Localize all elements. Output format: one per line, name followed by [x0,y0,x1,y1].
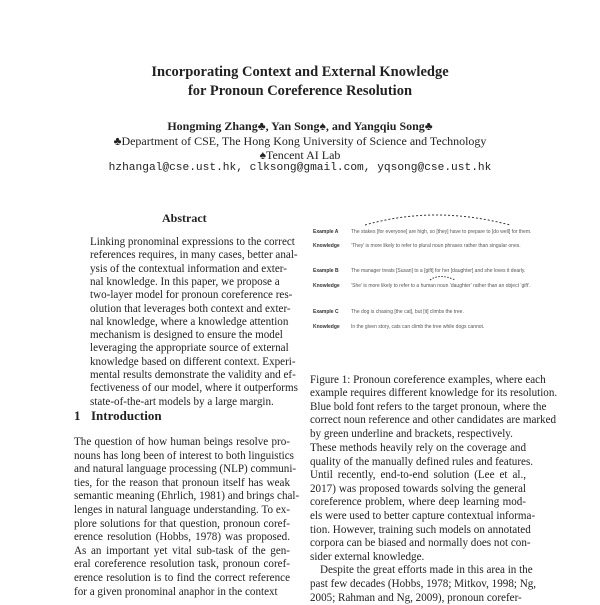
figure-row-label: Knowledge [313,283,340,289]
intro-line: eral coreference resolution task, pronoun coref- [74,558,290,571]
caption-line: Blue bold font refers to the target pronoun, where the [310,400,547,413]
body-line: Despite the great efforts made in this area in the [320,564,533,577]
figure-row-label: Example A [313,229,339,235]
intro-line: semantic meaning (Ehrlich, 1981) and brings chal- [74,490,300,503]
abstract-line: mechanism is designed to ensure the model [90,329,283,342]
figure-row-text: ‘They’ is more likely to refer to plural noun phrases rather than singular ones. [351,243,521,249]
figure-row-text: The dog is chasing [the cat], but [it] climbs the tree. [351,309,464,315]
figure-row [313,324,484,330]
body-line: coreference problem, where deep learning mod- [310,496,526,509]
body-line: quality of the manually defined rules and features. [310,455,534,468]
figure-row-label: Knowledge [313,243,340,249]
paper-title-line-2: for Pronoun Coreference Resolution [187,83,413,99]
paper-title-line-1: Incorporating Context and External Knowledge [151,64,449,80]
body-line: els were used to better capture contextual informa- [310,510,536,522]
figure-row [313,309,464,315]
intro-line: As an important yet vital sub-task of the gen- [74,544,290,557]
intro-line: plore solutions for that question, pronoun coref- [74,517,290,530]
abstract-line: Linking pronominal expressions to the correct [90,236,295,248]
body-line: past few decades (Hobbs, 1978; Mitkov, 1998; Ng, [310,578,537,590]
figure-row [313,268,525,274]
figure-row-text: In the given story, cats can climb the tree while dogs cannot. [351,324,485,330]
body-line: 2017) was proposed towards solving the general [310,482,526,495]
figure-row [313,229,531,235]
body-line: tion. However, training such models on annotated [310,523,531,536]
intro-line: nouns has long been of interest to both linguistics [74,449,295,462]
body-line: 2005; Rahman and Ng, 2009), pronoun corefer- [310,591,522,604]
abstract-line: two-layer model for pronoun coreference res- [90,289,293,302]
abstract-line: knowledge based on different context. Experi- [90,355,296,368]
body-line: Until recently, end-to-end solution (Lee et al., [310,469,526,482]
section-heading: Introduction [91,408,162,423]
figure-row-text: The stakes [for everyone] are high, so [they] have to prepare to [do well] for them. [351,229,532,235]
figure-row-label: Knowledge [313,324,340,330]
intro-line: and natural language processing (NLP) communi- [74,463,297,476]
intro-line: ties, for the reason that pronoun itself has weak [74,476,290,489]
body-line: corpora can be biased and normally does not con- [310,537,531,550]
emails: hzhangal@cse.ust.hk, clksong@gmail.com, yqsong@cse.ust.hk [108,162,492,174]
caption-line: by green underline and brackets, respectively. [310,427,513,440]
figure-row [313,243,521,249]
section-number: 1 [74,408,81,423]
caption-line: example requires different knowledge for its resolution. [310,387,558,400]
abstract-line: references requires, in many cases, better anal- [90,249,298,262]
abstract-line: nal knowledge. In this paper, we propose a [90,275,280,288]
intro-line: erence resolution (Hobbs, 1978) was proposed. [74,531,290,544]
caption-line: correct noun reference and other candidates are marked [310,414,557,427]
intro-line: The question of how human beings resolve pro- [74,436,290,448]
abstract-line: olution that leverages both context and exter- [90,302,291,315]
coreference-arcs [360,205,560,315]
affiliation-2: ♠Tencent AI Lab [259,148,341,162]
affiliation-1: ♣Department of CSE, The Hong Kong University of Science and Technology [113,134,487,148]
abstract-heading: Abstract [162,211,207,225]
figure-row [313,283,531,289]
body-line: sider external knowledge. [310,550,425,563]
abstract-line: ysis of the contextual information and exter- [90,262,287,275]
abstract-line: nal knowledge, where a knowledge attention [90,315,289,328]
abstract-line: mental results demonstrate the validity and ef- [90,369,296,381]
abstract-line: fectiveness of our model, where it outperforms [90,382,298,395]
abstract-line: state-of-the-art models by a large margin. [90,395,274,408]
figure-row-text: ‘She’ is more likely to refer to a human noun ‘daughter’ rather than an object ‘gift’. [351,283,531,289]
caption-line: Figure 1: Pronoun coreference examples, where each [310,374,546,386]
authors: Hongming Zhang♣, Yan Song♠, and Yangqiu Song♣ [167,119,433,133]
figure-row-text: The manager treats [Susan] to a [gift] for her [daughter] and she loves it dearly. [351,268,526,274]
abstract-line: leveraging the appropriate source of external [90,342,289,355]
intro-line: erence resolution is to find the correct reference [74,572,290,584]
figure-row-label: Example C [313,309,339,315]
intro-line: for a given pronominal anaphor in the context [74,585,278,598]
figure-row-label: Example B [313,268,339,274]
intro-line: lenges in natural language understanding. To ex- [74,504,290,516]
body-line: These methods heavily rely on the coverage and [310,442,526,454]
